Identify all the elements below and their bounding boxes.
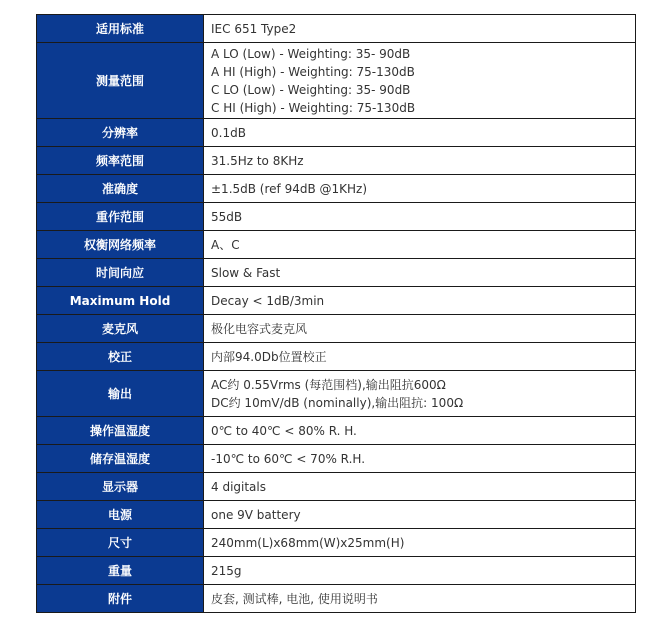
spec-label: 校正 — [37, 343, 204, 371]
spec-value — [204, 585, 636, 613]
spec-value — [204, 43, 636, 119]
spec-value-line: IEC 651 Type2 — [211, 21, 297, 36]
spec-row — [37, 119, 636, 147]
spec-label: 测量范围 — [37, 43, 204, 119]
spec-value-line: 0℃ to 40℃ < 80% R. H. — [211, 423, 357, 438]
spec-label: 操作温湿度 — [37, 417, 204, 445]
spec-row — [37, 501, 636, 529]
spec-label: 重量 — [37, 557, 204, 585]
spec-row — [37, 43, 636, 119]
spec-label: 分辨率 — [37, 119, 204, 147]
spec-label: 输出 — [37, 371, 204, 417]
spec-row — [37, 231, 636, 259]
spec-value-line: 240mm(L)x68mm(W)x25mm(H) — [211, 535, 405, 550]
spec-label: 重作范围 — [37, 203, 204, 231]
spec-value — [204, 231, 636, 259]
spec-row — [37, 203, 636, 231]
spec-value — [204, 343, 636, 371]
spec-table-body — [37, 15, 636, 613]
spec-label: 尺寸 — [37, 529, 204, 557]
spec-value — [204, 473, 636, 501]
spec-value-line: 皮套, 测试棒, 电池, 使用说明书 — [211, 591, 378, 606]
spec-value — [204, 529, 636, 557]
spec-value-line: DC约 10mV/dB (nominally),输出阻抗: 100Ω — [211, 395, 464, 410]
spec-value-line: -10℃ to 60℃ < 70% R.H. — [211, 451, 366, 466]
spec-label: 附件 — [37, 585, 204, 613]
spec-value-line: C LO (Low) - Weighting: 35- 90dB — [211, 82, 411, 97]
spec-value — [204, 119, 636, 147]
spec-value — [204, 147, 636, 175]
spec-value-line: A LO (Low) - Weighting: 35- 90dB — [211, 46, 411, 61]
spec-label: 适用标准 — [37, 15, 204, 43]
spec-row — [37, 557, 636, 585]
spec-value — [204, 557, 636, 585]
spec-row — [37, 585, 636, 613]
spec-value-line: 4 digitals — [211, 479, 266, 494]
spec-row — [37, 15, 636, 43]
spec-value-line: 内部94.0Db位置校正 — [211, 349, 327, 364]
spec-value — [204, 259, 636, 287]
spec-value-line: A HI (High) - Weighting: 75-130dB — [211, 64, 415, 79]
spec-row — [37, 417, 636, 445]
spec-label: 准确度 — [37, 175, 204, 203]
spec-value-line: C HI (High) - Weighting: 75-130dB — [211, 100, 416, 115]
spec-value-line: 31.5Hz to 8KHz — [211, 153, 304, 168]
spec-row — [37, 371, 636, 417]
spec-value — [204, 445, 636, 473]
spec-row — [37, 529, 636, 557]
spec-value — [204, 15, 636, 43]
spec-value-line: 55dB — [211, 209, 243, 224]
spec-value — [204, 417, 636, 445]
spec-label: 权衡网络频率 — [37, 231, 204, 259]
spec-value — [204, 315, 636, 343]
spec-row — [37, 315, 636, 343]
spec-label: 时间向应 — [37, 259, 204, 287]
spec-row — [37, 445, 636, 473]
spec-label: 电源 — [37, 501, 204, 529]
spec-value-line: 215g — [211, 563, 242, 578]
spec-table — [36, 14, 636, 613]
spec-value — [204, 175, 636, 203]
spec-value-line: 极化电容式麦克风 — [211, 321, 308, 336]
spec-label: 麦克风 — [37, 315, 204, 343]
spec-row — [37, 287, 636, 315]
spec-value-line: AC约 0.55Vrms (每范围档),输出阻抗600Ω — [211, 377, 446, 392]
spec-row — [37, 259, 636, 287]
spec-label: Maximum Hold — [37, 287, 204, 315]
spec-value-line: A、C — [211, 237, 240, 252]
spec-label: 储存温湿度 — [37, 445, 204, 473]
spec-value — [204, 501, 636, 529]
spec-value-line: Slow & Fast — [211, 265, 281, 280]
spec-row — [37, 147, 636, 175]
spec-row — [37, 473, 636, 501]
spec-row — [37, 343, 636, 371]
spec-label: 显示器 — [37, 473, 204, 501]
spec-value-line: ±1.5dB (ref 94dB @1KHz) — [211, 181, 368, 196]
spec-value — [204, 371, 636, 417]
spec-value-line: 0.1dB — [211, 125, 246, 140]
spec-row — [37, 175, 636, 203]
spec-value — [204, 203, 636, 231]
spec-value — [204, 287, 636, 315]
spec-value-line: one 9V battery — [211, 507, 301, 522]
spec-value-line: Decay < 1dB/3min — [211, 293, 325, 308]
spec-label: 频率范围 — [37, 147, 204, 175]
